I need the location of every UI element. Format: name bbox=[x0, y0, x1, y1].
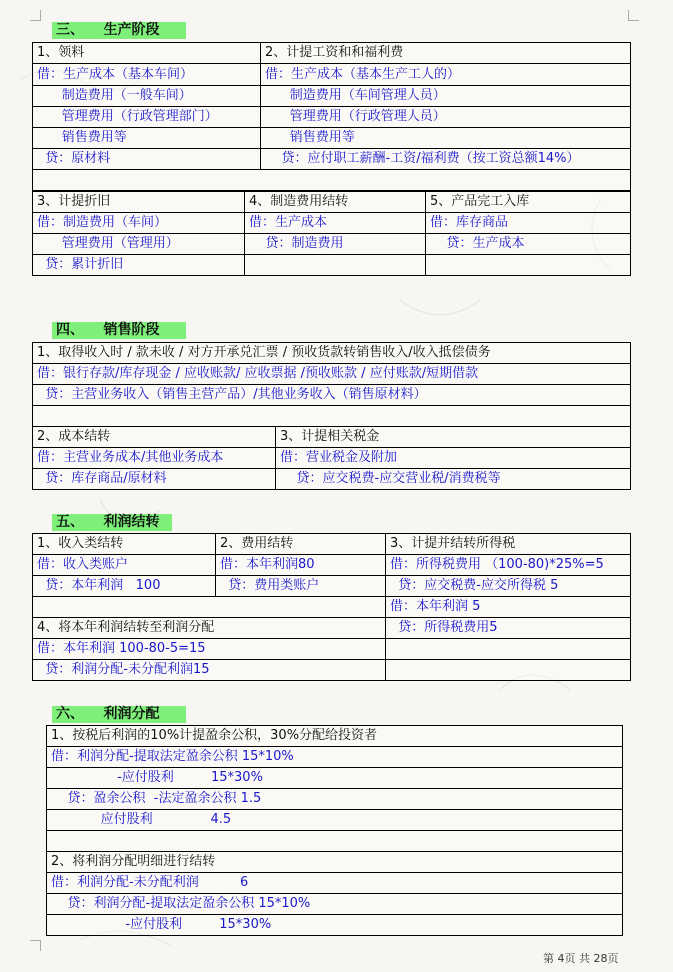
entry-line: 贷：利润分配-提取法定盈余公积 15*10% bbox=[47, 894, 623, 915]
cell-header: 2、成本结转 bbox=[33, 427, 276, 448]
section-3-title: 三、 生产阶段 bbox=[52, 22, 186, 39]
cell-header: 5、产品完工入库 bbox=[426, 192, 631, 213]
entry-line: -应付股利 15*30% bbox=[47, 915, 623, 936]
profit-transfer-table bbox=[32, 533, 631, 681]
empty-row bbox=[33, 406, 631, 427]
entry-line: 管理费用（行政管理部门） bbox=[33, 107, 261, 128]
entry-line: 借：所得税费用 （100-80)*25%=5 bbox=[386, 555, 631, 576]
cost-tax-table bbox=[32, 426, 631, 490]
entry-line: 借：本年利润 5 bbox=[386, 597, 631, 618]
cell-header: 1、收入类结转 bbox=[33, 534, 216, 555]
entry-line: 借：银行存款/库存现金 / 应收账款/ 应收票据 /预收账款 / 应付账款/短期借款 bbox=[33, 364, 631, 385]
entry-line: 销售费用等 bbox=[33, 128, 261, 149]
entry-line: 贷：库存商品/原材料 bbox=[33, 469, 276, 490]
entry-line: 借：生产成本（基本生产工人的） bbox=[261, 64, 631, 86]
entry-line: 应付股利 4.5 bbox=[47, 810, 623, 831]
entry-line: 借：主营业务成本/其他业务成本 bbox=[33, 448, 276, 469]
page-number: 第 4页 共 28页 bbox=[543, 952, 619, 965]
entry-line: 贷：应交税费-应交所得税 5 bbox=[386, 576, 631, 597]
entry-line: -应付股利 15*30% bbox=[47, 768, 623, 789]
cell-header: 3、计提并结转所得税 bbox=[386, 534, 631, 555]
cell-header: 2、计提工资和和福利费 bbox=[261, 43, 631, 64]
section-5-title: 五、 利润结转 bbox=[52, 514, 172, 531]
profit-distribution-table bbox=[46, 725, 623, 936]
entry-line: 借：制造费用（车间） bbox=[33, 213, 245, 234]
entry-line: 借：库存商品 bbox=[426, 213, 631, 234]
cell-header: 2、费用结转 bbox=[216, 534, 386, 555]
entry-line: 借：生产成本（基本车间） bbox=[33, 64, 261, 86]
entry-line: 贷：生产成本 bbox=[426, 234, 631, 255]
entry-line: 贷：盈余公积 -法定盈余公积 1.5 bbox=[47, 789, 623, 810]
entry-line: 借：利润分配-提取法定盈余公积 15*10% bbox=[47, 747, 623, 768]
entry-line bbox=[245, 255, 426, 276]
empty-cell bbox=[33, 597, 386, 618]
empty-cell bbox=[386, 639, 631, 660]
cell-header: 3、计提相关税金 bbox=[276, 427, 631, 448]
entry-line: 管理费用（行政管理人员） bbox=[261, 107, 631, 128]
entry-line: 贷：本年利润 100 bbox=[33, 576, 216, 597]
entry-line: 借：生产成本 bbox=[245, 213, 426, 234]
entry-line: 贷：原材料 bbox=[33, 149, 261, 170]
empty-row bbox=[47, 831, 623, 852]
entry-line bbox=[426, 255, 631, 276]
cell-header: 2、将利润分配明细进行结转 bbox=[47, 852, 623, 873]
table-row bbox=[33, 43, 631, 64]
crop-mark bbox=[628, 10, 639, 21]
entry-line: 借：本年利润80 bbox=[216, 555, 386, 576]
entry-line: 销售费用等 bbox=[261, 128, 631, 149]
entry-line: 制造费用（车间管理人员） bbox=[261, 86, 631, 107]
sales-stage-table bbox=[32, 342, 631, 427]
entry-line: 贷：应付职工薪酬-工资/福利费（按工资总额14%） bbox=[261, 149, 631, 170]
entry-line: 借：本年利润 100-80-5=15 bbox=[33, 639, 386, 660]
empty-cell bbox=[386, 660, 631, 681]
entry-line: 借：收入类账户 bbox=[33, 555, 216, 576]
entry-line: 制造费用（一般车间） bbox=[33, 86, 261, 107]
entry-line: 贷：费用类账户 bbox=[216, 576, 386, 597]
cell-header: 4、制造费用结转 bbox=[245, 192, 426, 213]
entry-line: 贷：所得税费用5 bbox=[386, 618, 631, 639]
cell-header: 4、将本年利润结转至利润分配 bbox=[33, 618, 386, 639]
empty-row bbox=[33, 170, 631, 191]
cell-header: 1、按税后利润的10%计提盈余公积，30%分配给投资者 bbox=[47, 726, 623, 747]
section-6-title: 六、 利润分配 bbox=[52, 706, 186, 723]
entry-line: 贷：应交税费-应交营业税/消费税等 bbox=[276, 469, 631, 490]
crop-mark bbox=[30, 940, 41, 951]
crop-mark bbox=[30, 10, 41, 21]
cell-header: 1、领料 bbox=[33, 43, 261, 64]
depreciation-table bbox=[32, 191, 631, 276]
entry-line: 借：营业税金及附加 bbox=[276, 448, 631, 469]
entry-line: 贷：主营业务收入（销售主营产品）/其他业务收入（销售原材料） bbox=[33, 385, 631, 406]
entry-line: 借：利润分配-未分配利润 6 bbox=[47, 873, 623, 894]
entry-line: 贷：制造费用 bbox=[245, 234, 426, 255]
production-stage-table bbox=[32, 42, 631, 191]
entry-line: 贷：累计折旧 bbox=[33, 255, 245, 276]
cell-header: 1、取得收入时 / 款未收 / 对方开承兑汇票 / 预收货款转销售收入/收入抵偿债务 bbox=[33, 343, 631, 364]
cell-header: 3、计提折旧 bbox=[33, 192, 245, 213]
entry-line: 管理费用（管理用） bbox=[33, 234, 245, 255]
entry-line: 贷：利润分配-未分配利润15 bbox=[33, 660, 386, 681]
section-4-title: 四、 销售阶段 bbox=[52, 322, 186, 339]
